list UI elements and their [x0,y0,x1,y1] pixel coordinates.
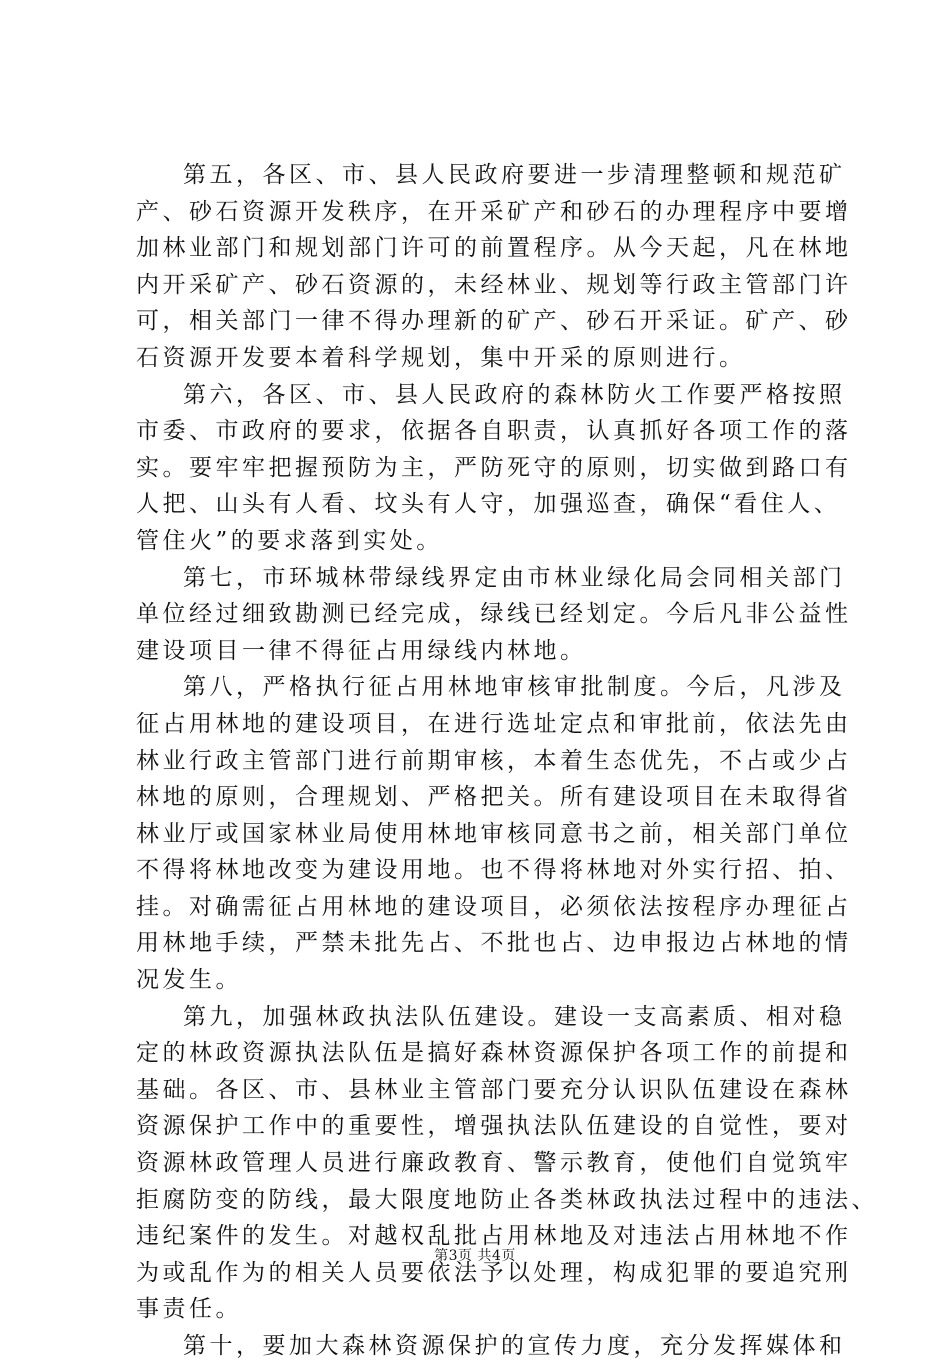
paragraph-line: 单位经过细致勘测已经完成，绿线已经划定。今后凡非公益性 [136,601,852,628]
page-footer: 第3页 共4页 [434,1248,516,1264]
paragraph-line: 事责任。 [136,1296,242,1323]
paragraph-line: 林业厅或国家林业局使用林地审核同意书之前，相关部门单位 [136,820,852,847]
paragraph-line: 管住火”的要求落到实处。 [136,527,443,554]
paragraph [136,560,852,670]
paragraph-line: 用林地手续，严禁未批先占、不批也占、边申报边占林地的情 [136,930,852,957]
paragraph-line: 第七，市环城林带绿线界定由市林业绿化局会同相关部门 [183,564,846,591]
paragraph-line: 林业行政主管部门进行前期审核，本着生态优先，不占或少占 [136,747,852,774]
paragraph-line: 内开采矿产、砂石资源的，未经林业、规划等行政主管部门许 [136,271,852,298]
paragraph-line: 第九，加强林政执法队伍建设。建设一支高素质、相对稳 [183,1003,846,1030]
paragraph-line: 基础。各区、市、县林业主管部门要充分认识队伍建设在森林 [136,1076,852,1103]
paragraph-line: 挂。对确需征占用林地的建设项目，必须依法按程序办理征占 [136,893,852,920]
paragraph [136,1328,846,1365]
paragraph-line: 况发生。 [136,967,242,994]
paragraph-line: 第六，各区、市、县人民政府的森林防火工作要严格按照 [183,381,846,408]
paragraph-line: 不得将林地改变为建设用地。也不得将林地对外实行招、拍、 [136,857,852,884]
paragraph-line: 定的林政资源执法队伍是搞好森林资源保护各项工作的前提和 [136,1040,852,1067]
paragraph-line: 加林业部门和规划部门许可的前置程序。从今天起，凡在林地 [136,235,852,262]
paragraph-line: 拒腐防变的防线，最大限度地防止各类林政执法过程中的违法、 [136,1186,878,1213]
document-body [136,157,878,1365]
paragraph-line: 人把、山头有人看、坟头有人守，加强巡查，确保“看住人、 [136,491,841,518]
paragraph-line: 石资源开发要本着科学规划，集中开采的原则进行。 [136,344,746,371]
paragraph-line: 违纪案件的发生。对越权乱批占用林地及对违法占用林地不作 [136,1223,852,1250]
paragraph-line: 资源林政管理人员进行廉政教育、警示教育，使他们自觉筑牢 [136,1150,852,1177]
paragraph-line: 第八，严格执行征占用林地审核审批制度。今后，凡涉及 [183,674,846,701]
paragraph [136,999,878,1328]
paragraph [136,669,852,998]
paragraph-line: 第五，各区、市、县人民政府要进一步清理整顿和规范矿 [183,162,846,188]
paragraph-line: 征占用林地的建设项目，在进行选址定点和审批前，依法先由 [136,710,852,737]
paragraph-line: 可，相关部门一律不得办理新的矿产、砂石开采证。矿产、砂 [136,308,852,335]
paragraph-line: 第十，要加大森林资源保护的宣传力度，充分发挥媒体和 [183,1333,846,1359]
paragraph [136,157,852,377]
paragraph-line: 产、砂石资源开发秩序，在开采矿产和砂石的办理程序中要增 [136,198,852,225]
paragraph-line: 市委、市政府的要求，依据各自职责，认真抓好各项工作的落 [136,418,852,445]
paragraph-line: 资源保护工作中的重要性，增强执法队伍建设的自觉性，要对 [136,1113,852,1140]
paragraph-line: 林地的原则，合理规划、严格把关。所有建设项目在未取得省 [136,784,852,811]
paragraph-line: 建设项目一律不得征占用绿线内林地。 [136,637,587,664]
paragraph [136,377,852,560]
paragraph-line: 实。要牢牢把握预防为主，严防死守的原则，切实做到路口有 [136,454,852,481]
paragraph-line: 为或乱作为的相关人员要依法予以处理，构成犯罪的要追究刑 [136,1259,852,1286]
